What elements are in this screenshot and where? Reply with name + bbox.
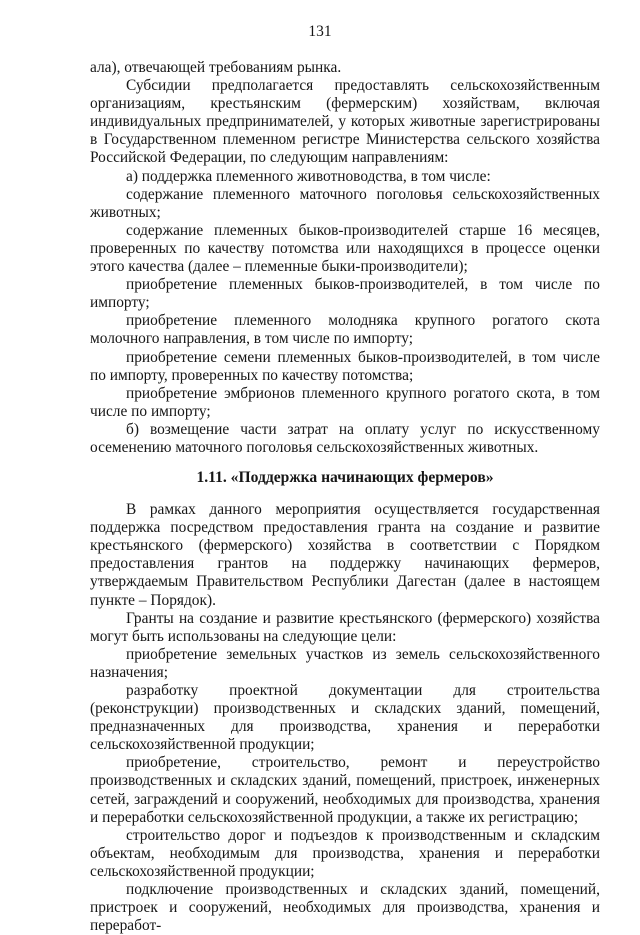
- paragraph: а) поддержка племенного животноводства, в том числе:: [126, 167, 491, 185]
- paragraph: приобретение эмбрионов племенного крупного рогатого скота, в том числе по импорту;: [90, 384, 600, 420]
- paragraph: б) возмещение части затрат на оплату услуг по искусственному осеменению маточного поголовья сельскохозяйственных животных.: [90, 420, 600, 456]
- paragraph: приобретение, строительство, ремонт и переустройство производственных и складских зданий, помещений, пристроек, инженерных сетей, заграждений и сооружений, необходимых для производства, хранения и переработки сельскохозяйственной продукции, а также их регистрацию;: [90, 754, 600, 826]
- paragraph: содержание племенного маточного поголовья сельскохозяйственных животных;: [90, 185, 600, 221]
- paragraph: Гранты на создание и развитие крестьянского (фермерского) хозяйства могут быть использованы на следующие цели:: [90, 609, 600, 645]
- paragraph: В рамках данного мероприятия осуществляется государственная поддержка посредством предоставления гранта на создание и развитие крестьянского (фермерского) хозяйства в соответствии с Порядком предоставления грантов на поддержку начинающих фермеров, утверждаемым Правительством Республики Дагестан (далее в настоящем пункте – Порядок).: [90, 501, 600, 609]
- page-body: [90, 59, 600, 935]
- paragraph: приобретение племенных быков-производителей, в том числе по импорту;: [90, 276, 600, 312]
- paragraph-continuation: ала), отвечающей требованиям рынка.: [90, 59, 342, 76]
- paragraph: содержание племенных быков-производителей старше 16 месяцев, проверенных по качеству потомства или находящихся в процессе оценки этого качества (далее – племенные быки-производители);: [90, 221, 600, 276]
- paragraph: Субсидии предполагается предоставлять сельскохозяйственным организациям, крестьянским (фермерским) хозяйствам, включая индивидуальных предпринимателей, у которых животные зарегистрированы в Государственном племенном регистре Министерства сельского хозяйства Российской Федерации, по следующим направлениям:: [90, 77, 600, 167]
- paragraph: строительство дорог и подъездов к производственным и складским объектам, необходимым для производства, хранения и переработки сельскохозяйственной продукции;: [90, 826, 600, 880]
- paragraph: приобретение племенного молодняка крупного рогатого скота молочного направления, в том числе по импорту;: [90, 312, 600, 348]
- paragraph: подключение производственных и складских зданий, помещений, пристроек и сооружений, необходимых для производства, хранения и переработ-: [90, 881, 600, 935]
- paragraph: приобретение земельных участков из земель сельскохозяйственного назначения;: [90, 645, 600, 681]
- paragraph: приобретение семени племенных быков-производителей, в том числе по импорту, проверенных по качеству потомства;: [90, 348, 600, 384]
- paragraph: разработку проектной документации для строительства (реконструкции) производственных и складских зданий, помещений, предназначенных для производства, хранения и переработки сельскохозяйственной продукции;: [90, 682, 600, 754]
- page-number: 131: [308, 23, 332, 40]
- section-heading: 1.11. «Поддержка начинающих фермеров»: [196, 469, 494, 487]
